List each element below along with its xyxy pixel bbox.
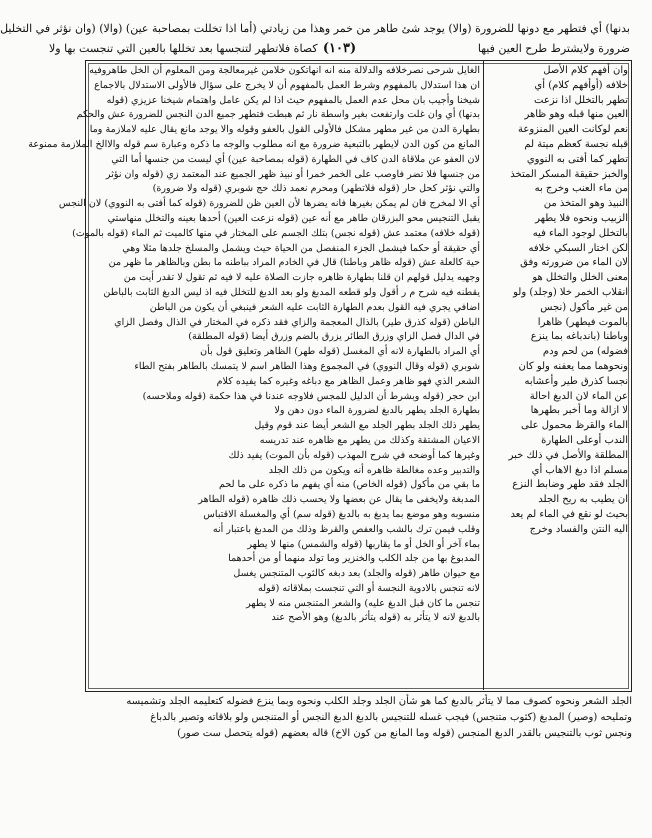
main-column-line: يقطنه فيه شرح م ر أقول ولو قطعه المدبغ ولو بعد الدبغ للتخلل فيه اذ ليس الدبغ الثابت بالباطن [103, 286, 480, 298]
main-column-line: بطهارة الدن من غير مطهر مشكل فالأولى القول بالعفو وقوله والا يوجد مانع يقال عليه لاملازمة وما [89, 124, 480, 136]
side-column-line: معنى الخلل والتخلل هو [532, 272, 628, 284]
main-column-line: مع حيوان طاهر (قوله والجلد) بعد دبغه كالثوب المتنجس يغسل [233, 568, 480, 580]
main-column-line: من جنسها فلا تضر فاوصب على الخمر خمرا أو نبيذ ظهر الجميع عند المعتمد زي (قوله وان نؤثر [105, 168, 480, 180]
main-column-line: تنجس ما كان قبل الدبغ عليه) والشعر المتنجس منه لا يطهر [246, 597, 480, 609]
side-column-line: وباطنا (باندباغه بما ينزع [530, 331, 628, 343]
side-column-line: مسلم اذا دبغ الاهاب أي [531, 464, 628, 476]
main-column-line: وجهيه يدليل قولهم ان قلنا بطهارة ظاهره جازت الصلاة عليه لا فيه ثم تقول لا تقدر أيت من [123, 272, 480, 284]
side-column-line: لان الماء من ضرورته وفق [520, 257, 628, 269]
side-column-line: الماء والقرظ محمول على [520, 420, 628, 432]
side-column [487, 64, 628, 686]
main-column-line: أي المراد بالطهارة لانه أي المغسل (قوله طهر) الظاهر وتعليق قول بأن [200, 346, 480, 358]
main-column-line: بدنها) أي وان غلت وارتفعت بغير واسطة نار ثم هبطت فتطهر جميع الدن النجس للضرورة عش والحكم [76, 109, 480, 121]
side-column-line: اليه النتن والفساد وخرج [529, 523, 628, 535]
main-column-line: ما بقي من مأكول (قوله الخاص) منه أي يفهم ما ذكره على ما لحم [219, 479, 480, 491]
side-column-line: وان أفهم كلام الأصل [543, 65, 628, 76]
page-number: (١٠٣) [322, 41, 357, 56]
main-column-line: وقلب فيمن ترك بالشب والعفص والقرظ وذلك من المدبغ باعتبار أنه [212, 523, 480, 535]
side-column-line: من غير مأكول (نجس [540, 301, 628, 313]
side-column-line: عن الماء لان الدبغ احالة [529, 390, 628, 402]
main-column-line: الباطن (قوله كذرق طير) بالذال المعجمة والزاي فقد ذكره في المختار في الذال وفصل الزاي [114, 316, 480, 328]
header-top-line: بدنها) أي فتطهر مع دونها للضرورة (والا) يوجد شئ طاهر من خمر وهذا من زيادتي (أما اذا تخللت بمصاحبة عين) (والا) (وان نؤثر في التخليل [0, 22, 630, 35]
side-column-line: تطهر كما أفتى به النووي [526, 153, 628, 165]
main-column-line: في الدال فصل الزاي وزرق الطائر يزرق بالضم وزرق أيضا (قوله المطلقة) [188, 331, 480, 343]
bottom-text-line: الجلد الشعر ونحوه كصوف مما لا يتأثر بالدبغ كما هو شأن الجلد وجلد الكلب ونحوه وبما ينزع فضوله كتعليمه الجلد وتشميسه [126, 696, 632, 707]
side-column-line: الندب أوعلى الطهارة [541, 434, 628, 446]
column-divider [483, 60, 484, 690]
main-column-line: لان العفو عن ملاقاة الدن كاف في الطهارة (قوله بمصاحبة عين) أي ليست من جنسها أما التي [111, 153, 480, 165]
side-column-line: ونحوهما مما يعفنه ولو كان [518, 360, 628, 372]
side-column-line: بالتخلل لوجود الماء فيه [532, 227, 628, 239]
main-column-line: اضافي يجري فيه القول بعدم الطهارة الثابت عليه الشعر فينبغي أن يكون من الباطن [149, 301, 480, 313]
main-column-line: بطهارة الجلد يطهر بالدبغ لضرورة الماء دون دهن ولا [274, 405, 480, 417]
main-column-line: بماء آخر أو الخل أو ما يقاربها (قوله والشمس) منها لا يطهر [247, 538, 480, 550]
main-column-line: المدبوغ بها من جلد الكلب والخنزير وما تولد منهما أو من أحدهما [228, 553, 480, 565]
bottom-text-line: وتمليحه (وصير) المدبغ (كثوب متنجس) فيجب غسله للتنجيس بالدبغ الدبغ النجس أو المتنجس ولو بلاقاته وتصير بالدباغ [150, 712, 632, 723]
main-column-line: أي حقيقة أو حكما فيشمل الجزء المنفصل من الحياة حيث ويشمل والمسلخ جلدها مثلا وهي [122, 242, 480, 254]
bottom-text-line: ونجس ثوب بالتنجيس بالقدر الدبغ المنجس (قوله وما المانع من كون الاخ) قاله بعضهم (قوله يتحصل ست صور) [177, 728, 632, 739]
main-column-line: ان هذا استدلال بالمفهوم وشرط العمل بالمفهوم أن لا يخرج على سؤال فالأولى الاستدلال بالاجماع [94, 79, 480, 91]
main-column-line: أي الا لمخرج فان لم يمكن بغيرها فانه يضرها لأن العين ظن للضرورة (قوله كما أفتى به النووي) لان النجس [58, 198, 480, 210]
side-column-line: من ماء العنب وخرج به [534, 183, 628, 195]
main-column-line: بالدبغ لانه لا يتأثر به (قوله يتأثر بالدبغ) وهو الأصح عند [271, 612, 480, 624]
side-column-line: بحيث لو نقع في الماء لم يعد [510, 508, 628, 520]
main-column [28, 64, 480, 686]
main-column-line: يطهر ذلك الجلد بطهر الجلد مع الشعر أيضا عند قوم وقيل [254, 420, 480, 432]
side-column-line: النبيذ وهو المتخذ من [543, 198, 628, 210]
side-column-line: لكن اختار السبكي خلافه [528, 242, 628, 254]
main-column-line: الغايل شرحى نصرخلافه والدلالة منه انه انهاتكون خلامن غيرمعالجة ومن المعلوم أن الخل طاهروفيه [89, 65, 480, 76]
main-column-line: وغيرها كما أوضحه في شرح المهذب (قوله بأن الموت) يفيد ذلك [228, 449, 480, 461]
main-column-line: والتدبير وعده مغالطة ظاهره أنه ويكون من ذلك الجلد [268, 464, 480, 476]
main-column-line: الاعيان المشتقة وكذلك من يطهر مع ظاهره عند تدريسه [259, 434, 480, 446]
header-left-note: كصاة فلاتطهر لتنجسها بعد تخللها بالعين التي تنجست بها ولا [49, 42, 318, 55]
side-column-line: العين منها قبله وهو ظاهر [524, 109, 628, 121]
side-column-line: نجسا كذرق طير وأعشابه [524, 375, 628, 387]
side-column-line: نعم لوكانت العين المنزوعة [518, 124, 628, 136]
main-column-line: لانه تنجس بالادوية النجسة أو التي تنجست بملاقاته (قوله [258, 582, 480, 594]
side-column-line: تطهر بالتخلل اذا نزعت [534, 94, 628, 106]
side-column-line: خلافه (أوأفهم كلام) أي [534, 79, 628, 91]
main-column-line: ابن حجر (قوله وبشرط أن الدليل للمجس فلاوجه عندنا في هذا حكمة (قوله وملاحسه) [142, 390, 480, 402]
side-column-line: فضوله) من لحم ودم [542, 346, 628, 358]
side-column-line: والخبز حقيقة المسكر المتخذ [510, 168, 628, 180]
bottom-text-block [51, 694, 632, 742]
header-second-line [49, 40, 630, 58]
main-column-line: المدبغة ولايخفى ما يقال عن بعضها ولا يحسب ذلك ظاهره (قوله الطاهر [198, 494, 480, 506]
side-column-line: الزبيب ونحوه فلا يطهر [535, 212, 628, 224]
side-column-line: انقلاب الخمر خلا (وجلد) ولو [513, 286, 628, 298]
header-right-note: ضرورة ولايشترط طرح العين فيها [477, 42, 630, 55]
main-column-line: الشعر الذي فهو ظاهر وعمل الظاهر مع دباغه وغيره كما يفيده كلام [216, 375, 480, 387]
main-column-line: (قوله خلافه) معتمد عش (قوله نجس) بتلك الجسم على المختار في منها كالميت ثم الماء (قوله بالموت) [72, 227, 480, 239]
main-column-line: حية كالعلة عش (قوله ظاهر وباطنا) قال في الخادم المراد بباطنه ما بطن وبالظاهر ما ظهر من [108, 257, 480, 269]
main-column-line: المانع من كون الدن لايطهر بالتبعية ضرورة مع انه مطلوب والوجه ما ذكره وعبارة سم قوله والاالخ الملازمة ممنوعة [28, 138, 480, 150]
main-column-line: يقبل التنجيس محو البزرقان طاهر مع أنه عين (قوله نزعت العين) أحدها بعينه والتخلل منهاستي [107, 212, 480, 224]
side-column-line: لا ازالة وما أخبر بطهرها [530, 405, 628, 417]
side-column-line: بالموت فيطهر) ظاهرا [537, 316, 628, 328]
side-column-line: قبله نجسة كعظم ميتة لم [524, 138, 628, 150]
main-column-line: منسوبه وهو موضع بما يدبغ به بالدبغ (قوله سم) أي والمغسلة الاقتباس [203, 508, 480, 520]
main-column-line: شوبري (قوله وقال النووي) في المجموع وهذا الطاهر اسم لا يتمسك بالطاهر بفتح الطاء [134, 360, 480, 372]
main-column-line: والتي نؤثر كحل حار (قوله فلاتطهر) ومحرم نعمد ذلك حج شوبري (قوله ولا ضرورة) [152, 183, 480, 195]
side-column-line: المطلقة والأصل في ذلك خبر [508, 449, 628, 461]
main-column-line: شيخنا وأجيب بان محل عدم العمل بالمفهوم حيث اذا لم يكن عامل واهتمام شيخنا عزيزي (قوله [106, 94, 480, 106]
side-column-line: ان يطيب به ريح الجلد [538, 494, 628, 506]
side-column-line: الجلد فقد طهر وضابط النزع [512, 479, 628, 491]
